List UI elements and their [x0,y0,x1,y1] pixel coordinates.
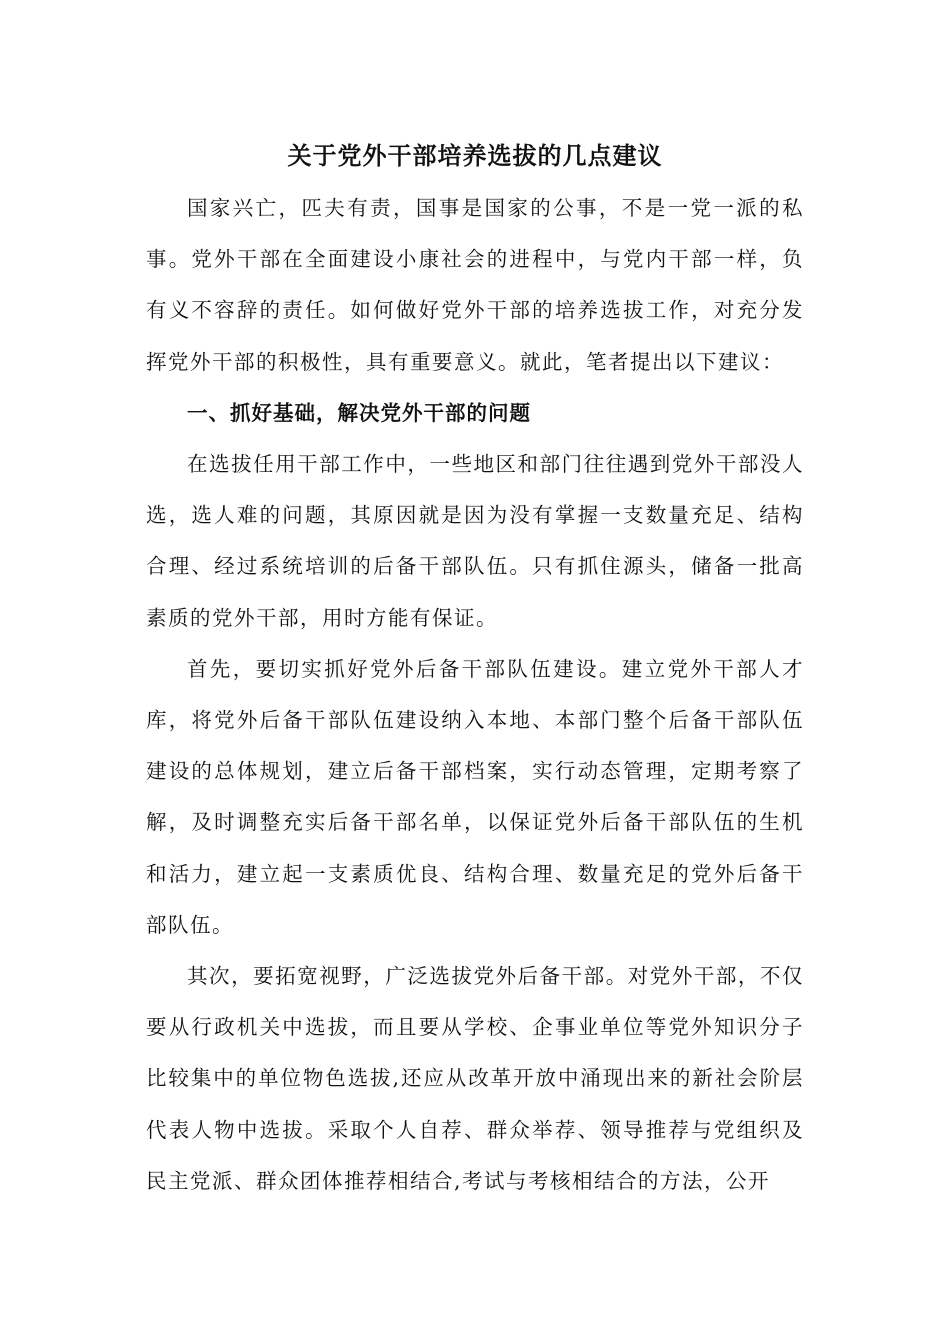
document-body [146,183,804,1207]
section1-paragraph-3: 其次，要拓宽视野，广泛选拔党外后备干部。对党外干部，不仅要从行政机关中选拔，而且要从学校、企事业单位等党外知识分子比较集中的单位物色选拔,还应从改革开放中涌现出来的新社会阶层代表人物中选拔。采取个人自荐、群众举荐、领导推荐与党组织及民主党派、群众团体推荐相结合,考试与考核相结合的方法，公开 [146,964,804,1193]
section-heading-1: 一、抓好基础，解决党外干部的问题 [187,400,531,425]
intro-paragraph: 国家兴亡，匹夫有责，国事是国家的公事，不是一党一派的私事。党外干部在全面建设小康社会的进程中，与党内干部一样，负有义不容辞的责任。如何做好党外干部的培养选拔工作，对充分发挥党外干部的积极性，具有重要意义。就此，笔者提出以下建议： [146,196,804,374]
document-title: 关于党外干部培养选拔的几点建议 [287,141,663,170]
section1-paragraph-1: 在选拔任用干部工作中，一些地区和部门往往遇到党外干部没人选，选人难的问题，其原因就是因为没有掌握一支数量充足、结构合理、经过系统培训的后备干部队伍。只有抓住源头，储备一批高素质的党外干部，用时方能有保证。 [146,452,804,630]
section1-paragraph-2: 首先，要切实抓好党外后备干部队伍建设。建立党外干部人才库，将党外后备干部队伍建设纳入本地、本部门整个后备干部队伍建设的总体规划，建立后备干部档案，实行动态管理，定期考察了解，及时调整充实后备干部名单，以保证党外后备干部队伍的生机和活力，建立起一支素质优良、结构合理、数量充足的党外后备干部队伍。 [146,656,804,937]
